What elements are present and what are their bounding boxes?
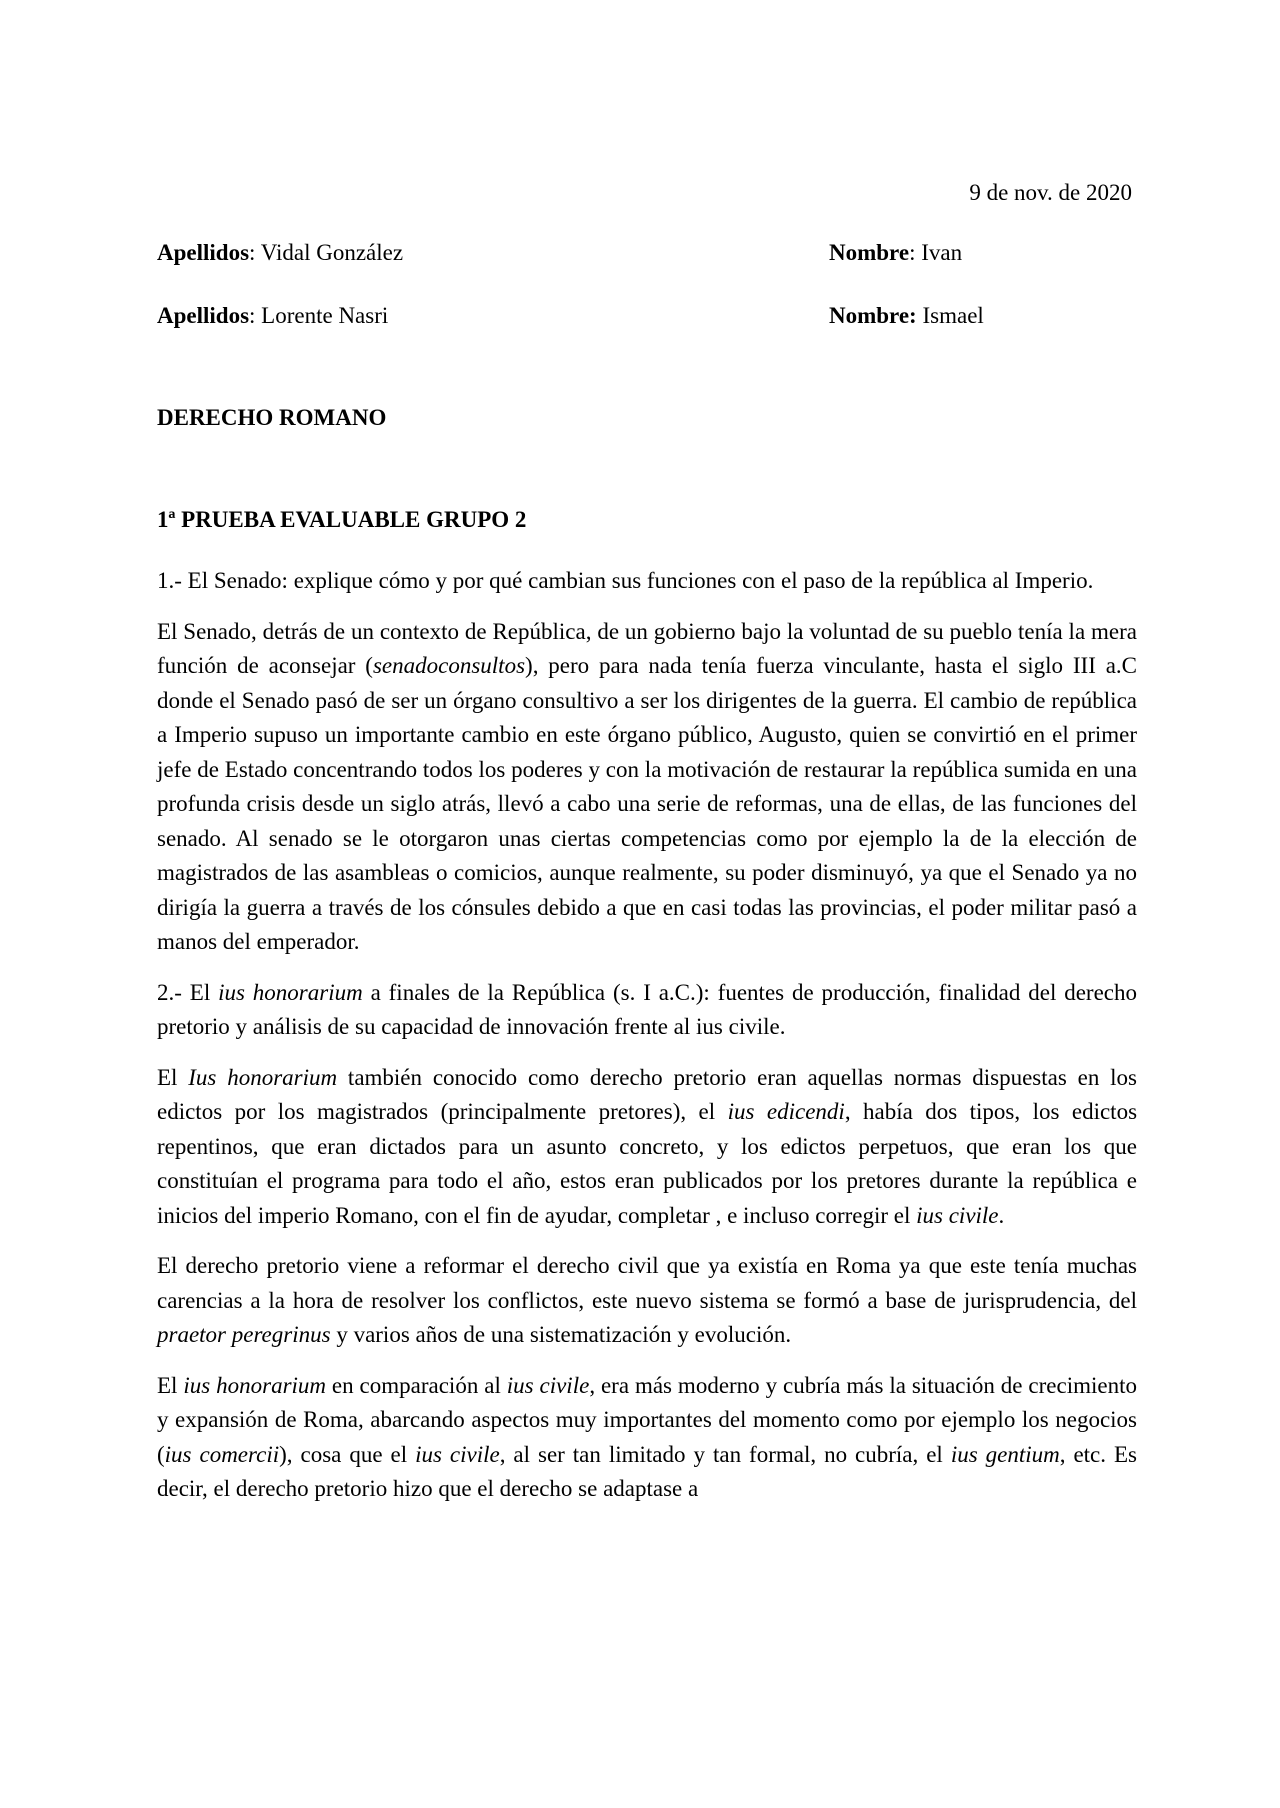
surname-value: Vidal González xyxy=(260,240,404,265)
document-body xyxy=(157,564,1137,1523)
student-2-surname: Apellidos: Lorente Nasri xyxy=(157,303,389,328)
subject-title: DERECHO ROMANO xyxy=(157,405,387,430)
surname-value: Lorente Nasri xyxy=(261,303,389,328)
answer-2-paragraph-1: El Ius honorarium también conocido como derecho pretorio eran aquellas normas dispuestas en los edictos por los magistrados (principalmente pretores), el ius edicendi, había dos tipos, los edictos repentinos, que eran dictados para un asunto concreto, y los edictos perpetuos, que eran los que constituían el programa para todo el año, estos eran publicados por los pretores durante la república e inicios del imperio Romano, con el fin de ayudar, completar , e incluso corregir el ius civile. xyxy=(157,1064,1138,1228)
answer-2-paragraph-2: El derecho pretorio viene a reformar el derecho civil que ya existía en Roma ya que este tenía muchas carencias a la hora de resolver los conflictos, este nuevo sistema se formó a base de jurisprudencia, del praetor peregrinus y varios años de una sistematización y evolución. xyxy=(157,1253,1137,1347)
name-label: Nombre xyxy=(829,240,910,265)
student-2-name xyxy=(829,303,984,329)
answer-1-paragraph: El Senado, detrás de un contexto de República, de un gobierno bajo la voluntad de su pueblo tenía la mera función de aconsejar (senadoconsultos), pero para nada tenía fuerza vinculante, hasta el siglo III a.C donde el Senado pasó de ser un órgano consultivo a ser los dirigentes de la guerra. El cambio de república a Imperio supuso un importante cambio en este órgano público, Augusto, quien se convirtió en el primer jefe de Estado concentrando todos los poderes y con la motivación de restaurar la república sumida en una profunda crisis desde un siglo atrás, llevó a cabo una serie de reformas, una de ellas, de las funciones del senado. Al senado se le otorgaron unas ciertas competencias como por ejemplo la de la elección de magistrados de las asambleas o comicios, aunque realmente, su poder disminuyó, ya que el Senado ya no dirigía la guerra a través de los cónsules debido a que en casi todas las provincias, el poder militar pasó a manos del emperador. xyxy=(157,618,1137,954)
answer-2-paragraph-3: El ius honorarium en comparación al ius civile, era más moderno y cubría más la situación de crecimiento y expansión de Roma, abarcando aspectos muy importantes del momento como por ejemplo los negocios (ius comercii), cosa que el ius civile, al ser tan limitado y tan formal, no cubría, el ius gentium, etc. Es decir, el derecho pretorio hizo que el derecho se adaptase a xyxy=(157,1372,1137,1501)
surname-label: Apellidos xyxy=(157,303,250,328)
surname-label: Apellidos xyxy=(157,240,250,265)
name-value: Ivan xyxy=(921,240,963,265)
test-title: 1ª PRUEBA EVALUABLE GRUPO 2 xyxy=(157,507,527,532)
student-1-name: Nombre: Ivan xyxy=(829,240,963,265)
question-2: 2.- El ius honorarium a finales de la República (s. I a.C.): fuentes de producción, finalidad del derecho pretorio y análisis de su capacidad de innovación frente al ius civile. xyxy=(157,979,1137,1039)
student-1-surname: Apellidos: Vidal González xyxy=(157,240,404,265)
name-value: Ismael xyxy=(922,303,984,328)
name-label: Nombre: xyxy=(829,303,917,328)
question-1: 1.- El Senado: explique cómo y por qué cambian sus funciones con el paso de la república al Imperio. xyxy=(157,568,1094,593)
document-date: 9 de nov. de 2020 xyxy=(969,180,1132,205)
